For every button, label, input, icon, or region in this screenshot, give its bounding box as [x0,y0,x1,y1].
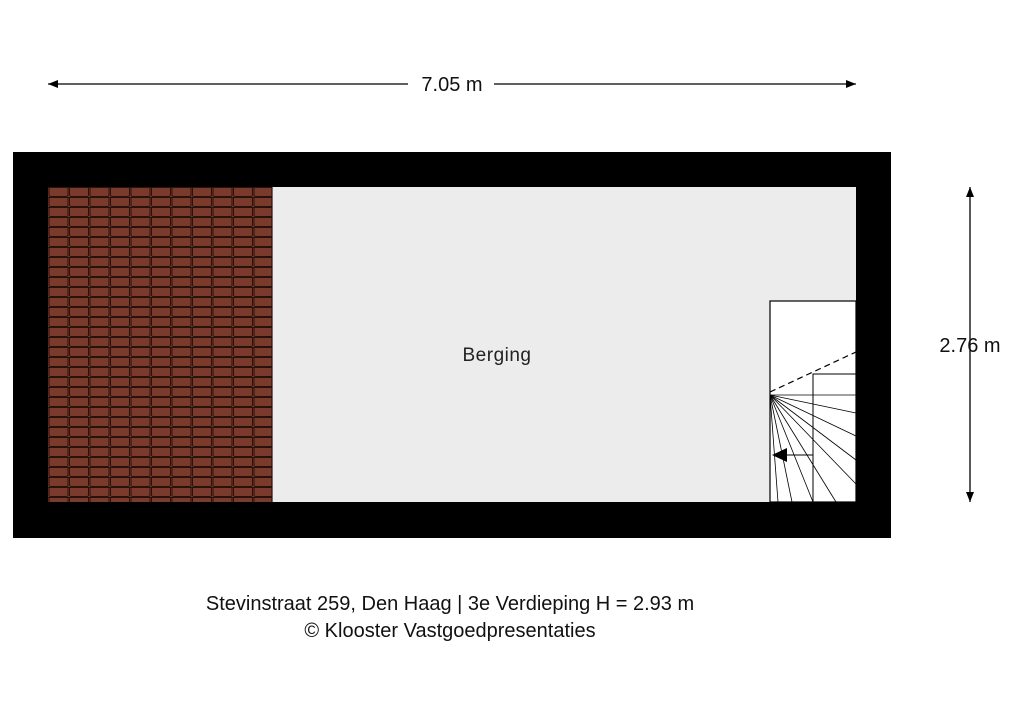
width-label: 7.05 m [421,74,483,96]
room-label: Berging [462,345,532,366]
caption-copyright: © Klooster Vastgoedpresentaties [304,620,596,642]
caption-address: Stevinstraat 259, Den Haag | 3e Verdieping H = 2.93 m [205,593,695,615]
staircase [770,301,856,502]
width-dimension [48,74,856,96]
roof-tiles [48,187,272,502]
height-label: 2.76 m [939,335,1001,357]
height-dimension [939,187,1000,502]
